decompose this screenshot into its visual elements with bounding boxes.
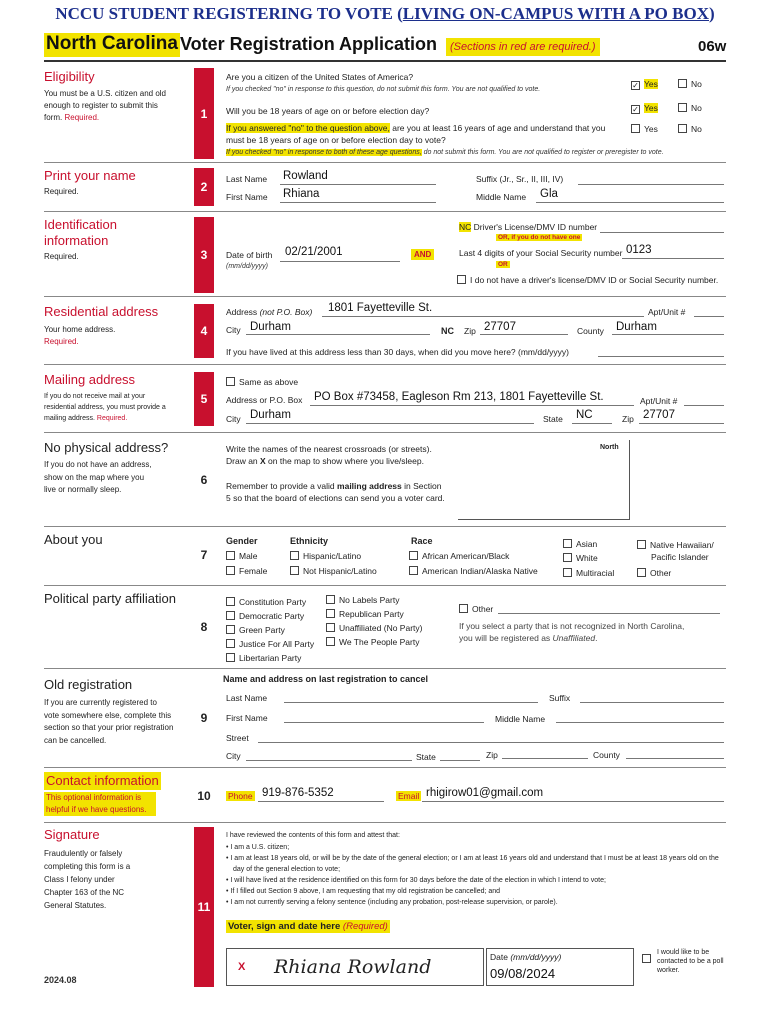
date-value[interactable]: 09/08/2024 — [490, 966, 556, 981]
party-unaffiliated: Unaffiliated (No Party) — [326, 621, 422, 635]
section-8-number: 8 — [194, 591, 214, 663]
old-street-label: Street — [226, 733, 249, 743]
ssn-value[interactable]: 0123 — [626, 244, 652, 256]
mail-state-value[interactable]: NC — [576, 409, 593, 421]
age-question: Will you be 18 years of age on or before election day? — [226, 106, 430, 116]
party-no-labels: No Labels Party — [326, 593, 422, 607]
attest-list: • I am a U.S. citizen; • I am at least 18 years old, or will be by the date of the general election; or I am at least 16 years old and understand that I must be at least 18 years old on the day of the general election to vote; • I will have lived at the residence identified on this form for 30 days before the date of the election in which I intend to vote; • If I filled out Section 9 above, I am requesting that my old registration be cancelled; and • I am not currently serving a felony sentence (including any probation, post-release supervision, or parole). — [226, 844, 719, 906]
crossroads-instructions: Write the names of the nearest crossroads (or streets). Draw an X on the map to show where you live/sleep. — [226, 444, 432, 466]
check-icon: ✓ — [632, 105, 639, 114]
mail-zip-value[interactable]: 27707 — [643, 409, 675, 421]
section-11-title: Signature — [44, 827, 100, 842]
ethnicity-hispanic[interactable]: Hispanic/Latino — [290, 551, 361, 561]
crossroads-map[interactable] — [458, 440, 630, 520]
party-democratic: Democratic Party — [226, 609, 314, 623]
party-justice: Justice For All Party — [226, 637, 314, 651]
page-header: NCCU STUDENT REGISTERING TO VOTE (LIVING ON-CAMPUS WITH A PO BOX) — [55, 4, 715, 23]
section-4-title: Residential address — [44, 304, 159, 319]
res-apt-label: Apt/Unit # — [648, 307, 686, 317]
first-name-label: First Name — [226, 192, 268, 202]
race-asian[interactable]: Asian — [563, 539, 597, 549]
no-id-option[interactable]: I do not have a driver's license/DMV ID or Social Security number. — [457, 275, 718, 285]
old-middle-name-label: Middle Name — [495, 714, 546, 724]
res-county-value[interactable]: Durham — [616, 321, 657, 333]
age-no[interactable]: No — [678, 103, 702, 113]
section-10-desc: This optional information is helpful if we have questions. — [44, 792, 156, 816]
section-5-desc: If you do not receive mail at your residential address, you must provide a mailing address. Required. — [44, 393, 166, 422]
res-county-label: County — [577, 326, 604, 336]
sign-instruction: Voter, sign and date here (Required) — [228, 921, 388, 932]
age16-question: If you answered "no" to the question above, are you at least 16 years of age and understand that you must be 18 years of age on or before election day to vote? — [226, 123, 606, 145]
race-multiracial[interactable]: Multiracial — [563, 568, 614, 578]
old-suffix-label: Suffix — [549, 693, 571, 703]
party-note: If you select a party that is not recognized in North Carolina, you will be registered as Unaffiliated. — [459, 621, 685, 643]
email-label: Email — [398, 791, 420, 801]
citizen-no[interactable]: No — [678, 79, 702, 89]
section-11-number: 11 — [194, 827, 214, 987]
mail-zip-label: Zip — [622, 414, 634, 424]
age-yes[interactable]: ✓ Yes — [632, 103, 658, 114]
pollworker-checkbox[interactable] — [642, 949, 655, 967]
party-constitution: Constitution Party — [226, 595, 314, 609]
old-zip-label: Zip — [486, 750, 498, 760]
section-9-title: Old registration — [44, 677, 133, 692]
section-5-number: 5 — [194, 372, 214, 426]
citizen-note: If you checked "no" in response to this question, do not submit this form. You are not qualified to vote. — [226, 86, 541, 93]
party-column-1[interactable] — [226, 595, 314, 665]
age16-yes[interactable]: Yes — [631, 124, 658, 134]
last-name-label: Last Name — [226, 174, 268, 184]
race-label: Race — [411, 536, 433, 546]
res-zip-label: Zip — [464, 326, 476, 336]
phone-label: Phone — [228, 791, 253, 801]
section-2-number: 2 — [194, 168, 214, 206]
section-6-title: No physical address? — [44, 440, 169, 455]
party-green: Green Party — [226, 623, 314, 637]
party-we-the-people: We The People Party — [326, 635, 422, 649]
middle-name-value[interactable]: Gla — [540, 188, 558, 200]
mail-state-label: State — [543, 414, 563, 424]
dl-label: NC Driver's License/DMV ID number — [459, 222, 598, 232]
section-9-number: 9 — [194, 690, 214, 746]
section-10-title: Contact information — [46, 773, 159, 788]
race-other[interactable]: Other — [637, 568, 671, 578]
section-11-desc: Fraudulently or falsely completing this form is a Class I felony under Chapter 163 of the NC General Statutes. — [44, 849, 131, 910]
party-other[interactable]: Other — [459, 604, 493, 614]
mail-address-value[interactable]: PO Box #73458, Eagleson Rm 213, 1801 Fayetteville St. — [314, 391, 604, 403]
section-7-number: 7 — [194, 532, 214, 578]
section-4-desc: Your home address. Required. — [44, 325, 116, 346]
middle-name-label: Middle Name — [476, 192, 527, 202]
first-name-value[interactable]: Rhiana — [283, 188, 320, 200]
section-3-number: 3 — [194, 217, 214, 293]
section-4-number: 4 — [194, 304, 214, 358]
ssn-label: Last 4 digits of your Social Security number — [459, 248, 623, 258]
res-zip-value[interactable]: 27707 — [484, 321, 516, 333]
age-note: If you checked "no" in response to both of these age questions, do not submit this form. You are not qualified to register or preregister to vote. — [226, 149, 664, 156]
suffix-label: Suffix (Jr., Sr., II, III, IV) — [476, 174, 564, 184]
citizen-yes[interactable]: ✓ Yes — [632, 79, 658, 90]
section-8-title: Political party affiliation — [44, 591, 176, 606]
section-1-desc: You must be a U.S. citizen and old enough to register to submit this form. Required. — [44, 89, 166, 122]
dob-label: Date of birth — [226, 250, 273, 260]
or-badge-1: OR, if you do not have one — [498, 234, 581, 241]
ethnicity-label: Ethnicity — [290, 536, 329, 546]
old-state-label: State — [416, 752, 436, 762]
required-note: (Sections in red are required.) — [446, 38, 600, 56]
gender-female[interactable]: Female — [226, 566, 267, 576]
gender-male[interactable]: Male — [226, 551, 257, 561]
or-badge-2: OR — [498, 261, 508, 268]
last-name-value[interactable]: Rowland — [283, 170, 328, 182]
res-address-value[interactable]: 1801 Fayetteville St. — [328, 302, 433, 314]
party-column-2[interactable] — [326, 593, 422, 649]
form-title: Voter Registration Application — [180, 34, 438, 54]
mail-city-label: City — [226, 414, 241, 424]
move-date-label: If you have lived at this address less than 30 days, when did you move here? (mm/dd/yyyy) — [226, 347, 570, 357]
north-label: North — [600, 444, 619, 451]
old-city-label: City — [226, 751, 241, 761]
res-address-label: Address (not P.O. Box) — [226, 307, 313, 317]
section-3-title: Identification information — [44, 217, 117, 248]
mail-address-label: Address or P.O. Box — [226, 395, 303, 405]
section-3-req: Required. — [44, 252, 79, 261]
old-last-name-label: Last Name — [226, 693, 268, 703]
race-american-indian[interactable]: American Indian/Alaska Native — [409, 566, 538, 576]
date-label: Date (mm/dd/yyyy) — [490, 952, 562, 962]
section-2-req: Required. — [44, 187, 79, 196]
section-1-number: 1 — [194, 68, 214, 159]
and-badge: AND — [411, 249, 434, 260]
mail-city-value[interactable]: Durham — [250, 409, 291, 421]
section-1-title: Eligibility — [44, 69, 95, 84]
sign-x-mark: X — [238, 961, 246, 973]
section-7-title: About you — [44, 532, 103, 547]
res-state: NC — [441, 326, 454, 336]
citizen-question: Are you a citizen of the United States of America? — [226, 72, 414, 82]
email-value[interactable]: rhigirow01@gmail.com — [426, 787, 544, 799]
section-6-desc: If you do not have an address, show on the map where you live or normally sleep. — [44, 460, 152, 494]
age16-no[interactable]: No — [678, 124, 702, 134]
form-version: 2024.08 — [44, 975, 77, 985]
section-9-desc: If you are currently registered to vote somewhere else, complete this section so that your prior registration can be cancelled. — [44, 698, 174, 745]
race-white[interactable]: White — [563, 553, 598, 563]
race-black[interactable]: African American/Black — [409, 551, 509, 561]
check-icon: ✓ — [632, 81, 639, 90]
gender-label: Gender — [226, 536, 258, 546]
form-code: 06w — [698, 38, 727, 55]
mailing-reminder: Remember to provide a valid mailing address in Section 5 so that the board of elections can send you a voter card. — [226, 481, 445, 503]
mail-apt-label: Apt/Unit # — [640, 396, 678, 406]
section-5-title: Mailing address — [44, 372, 136, 387]
phone-value[interactable]: 919-876-5352 — [262, 787, 334, 799]
party-republican: Republican Party — [326, 607, 422, 621]
res-city-label: City — [226, 325, 241, 335]
attest-intro: I have reviewed the contents of this form and attest that: — [226, 832, 400, 839]
dob-value[interactable]: 02/21/2001 — [285, 246, 343, 258]
form-title-state: North Carolina — [44, 33, 180, 57]
same-as-above[interactable]: Same as above — [226, 377, 298, 387]
section-10-number: 10 — [194, 776, 214, 816]
dob-format: (mm/dd/yyyy) — [226, 263, 268, 270]
section-6-number: 6 — [194, 440, 214, 520]
old-county-label: County — [593, 750, 620, 760]
section-2-title: Print your name — [44, 168, 136, 183]
old-first-name-label: First Name — [226, 713, 268, 723]
pollworker-label: I would like to be contacted to be a poll worker. — [657, 949, 724, 974]
old-registration-heading: Name and address on last registration to cancel — [223, 674, 429, 684]
race-native-hawaiian[interactable]: Native Hawaiian/ Pacific Islander — [637, 539, 714, 563]
party-libertarian: Libertarian Party — [226, 651, 314, 665]
signature: Rhiana Rowland — [274, 956, 432, 978]
res-city-value[interactable]: Durham — [250, 321, 291, 333]
ethnicity-not-hispanic[interactable]: Not Hispanic/Latino — [290, 566, 377, 576]
